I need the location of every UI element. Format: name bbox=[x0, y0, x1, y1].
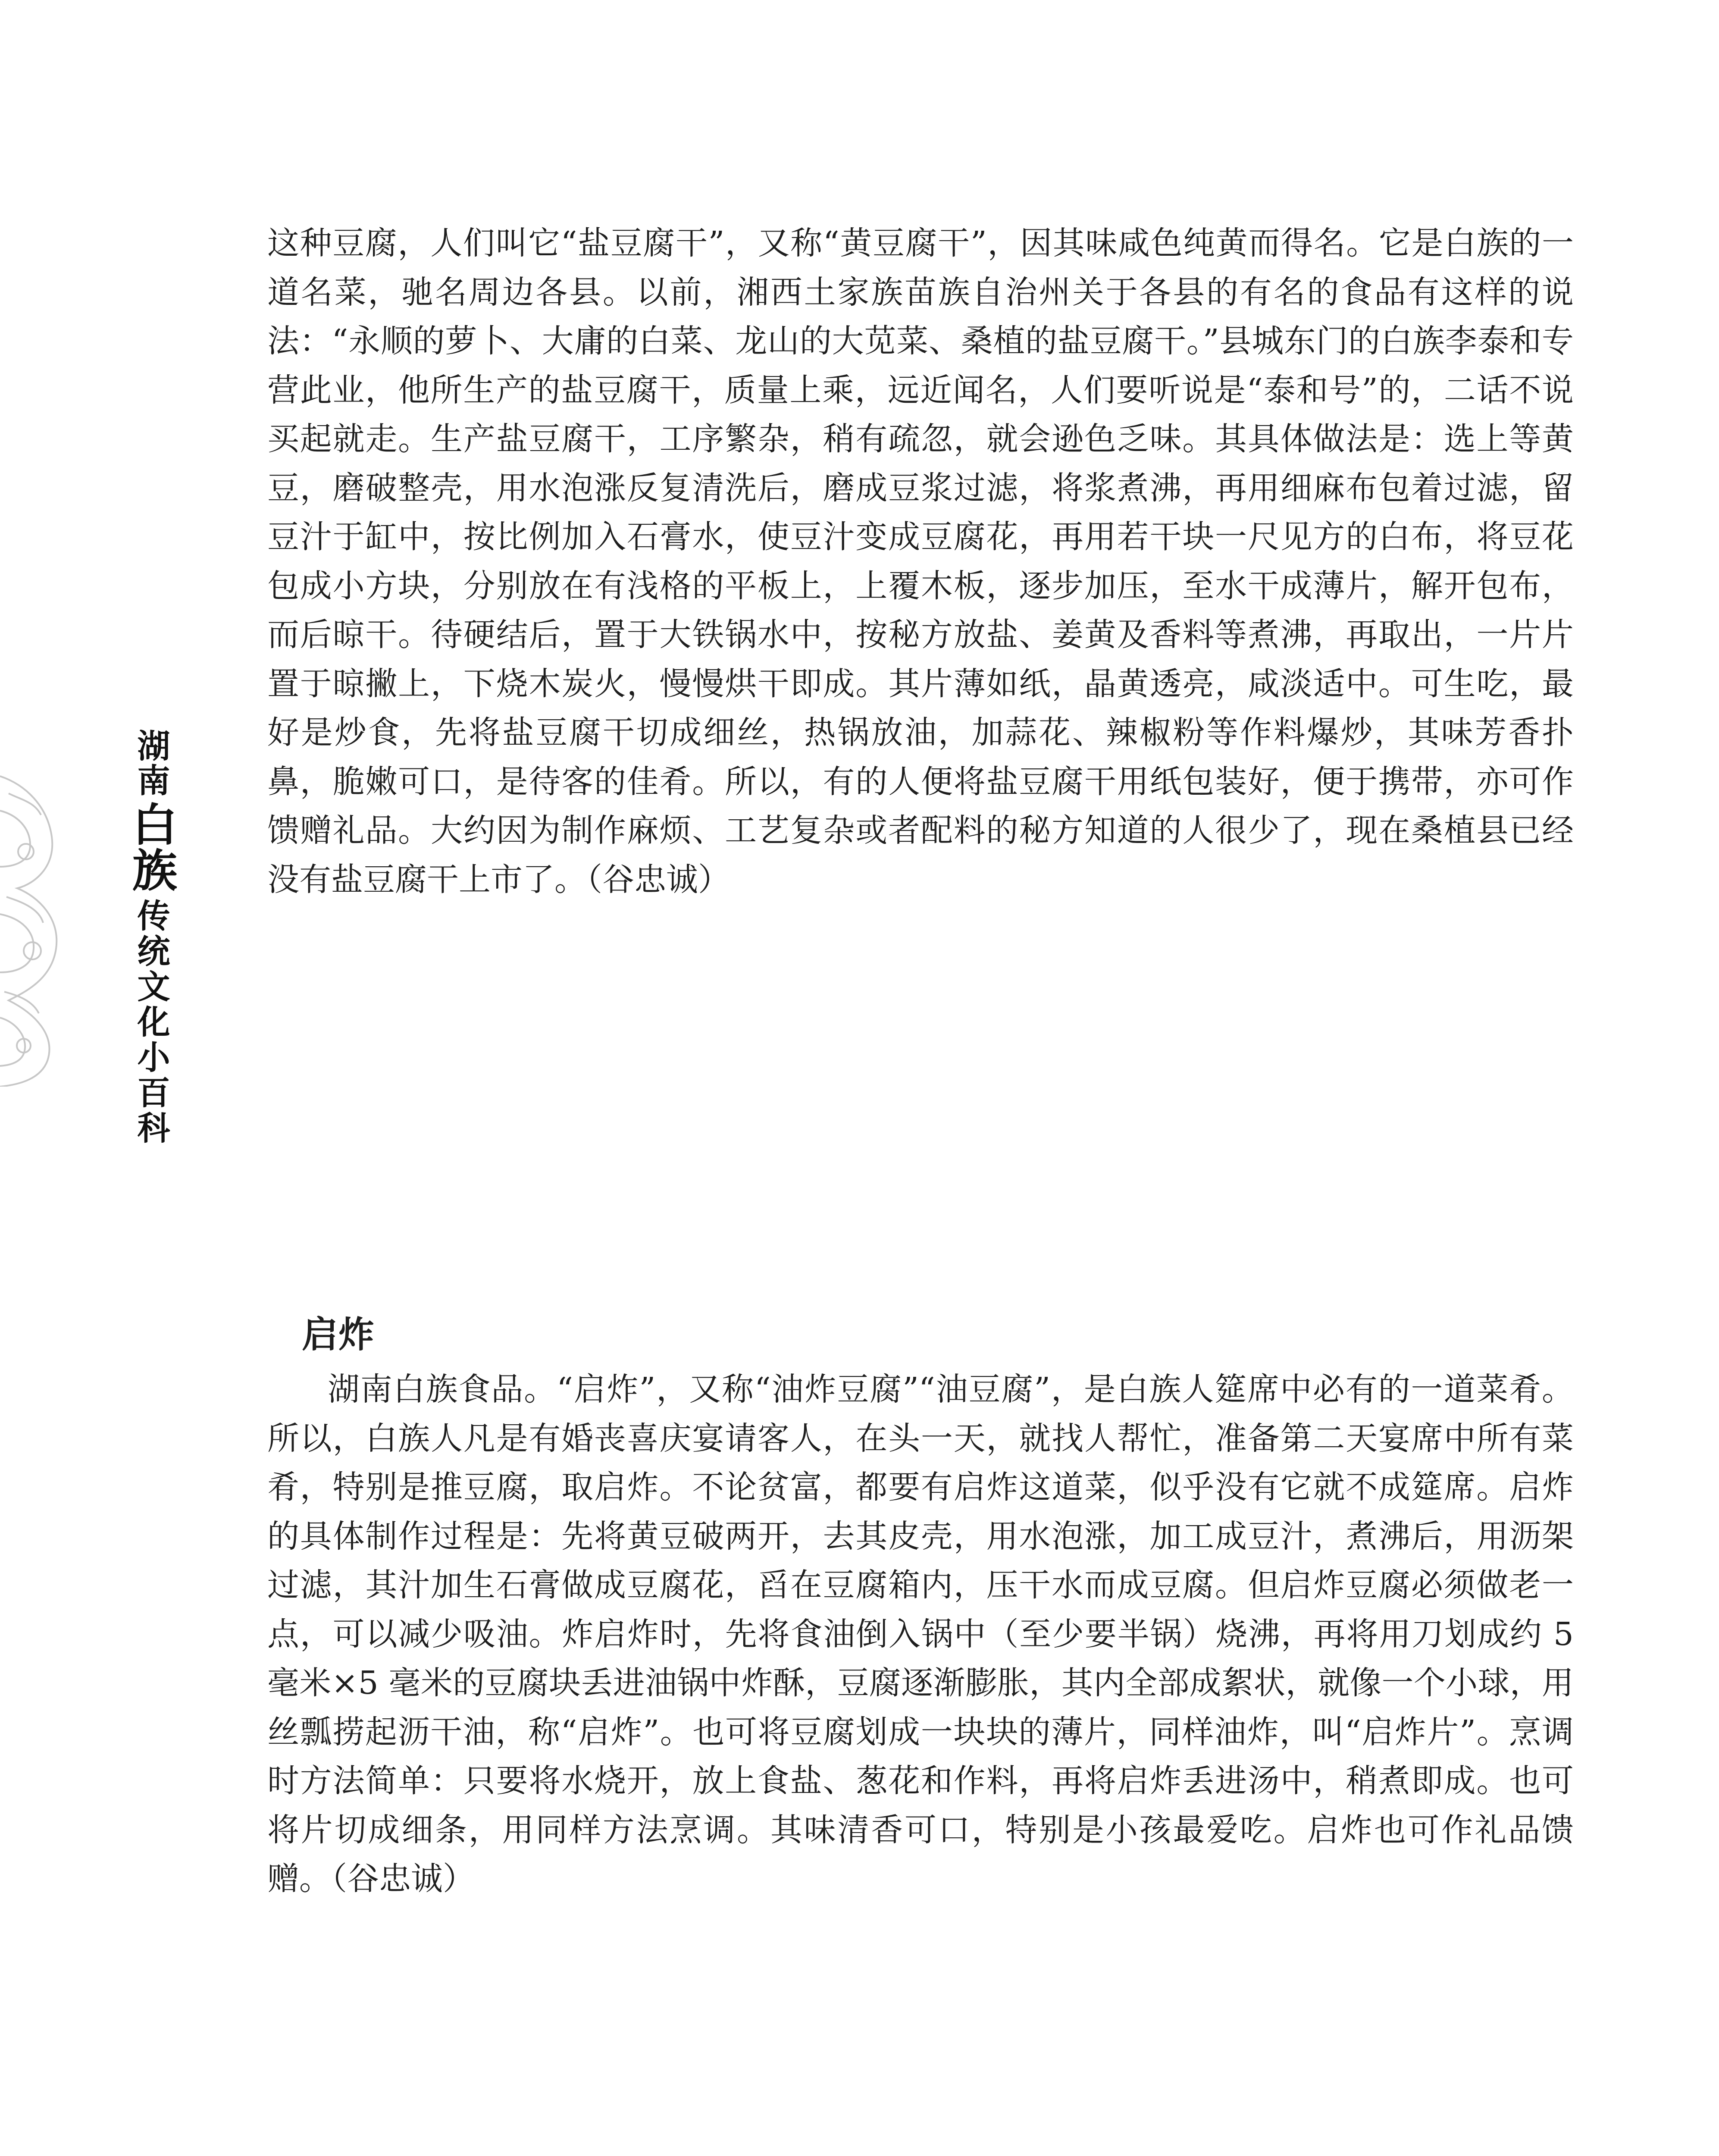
series-title-prefix: 湖南 bbox=[132, 729, 170, 798]
series-title-vertical bbox=[121, 729, 181, 1146]
series-title-suffix: 传统文化小百科 bbox=[132, 899, 170, 1146]
section-heading: 启炸 bbox=[302, 1313, 375, 1356]
article-paragraph: 湖南白族食品。“启炸”，又称“油炸豆腐”“油豆腐”，是白族人筵席中必有的一道菜肴。所以，白族人凡是有婚丧喜庆宴请客人，在头一天，就找人帮忙，准备第二天宴席中所有菜肴，特别是推豆腐，取启炸。不论贫富，都要有启炸这道菜，似乎没有它就不成筵席。启炸的具体制作过程是：先将黄豆破两开，去其皮壳，用水泡涨，加工成豆汁，煮沸后，用沥架过滤，其汁加生石膏做成豆腐花，舀在豆腐箱内，压干水而成豆腐。但启炸豆腐必须做老一点，可以减少吸油。炸启炸时，先将食油倒入锅中（至少要半锅）烧沸，再将用刀划成约 5 毫米×5 毫米的豆腐块丢进油锅中炸酥，豆腐逐渐膨胀，其内全部成絮状，就像一个小球，用丝瓢捞起沥干油，称“启炸”。也可将豆腐划成一块块的薄片，同样油炸，叫“启炸片”。烹调时方法简单：只要将水烧开，放上食盐、葱花和作料，再将启炸丢进汤中，稍煮即成。也可将片切成细条，用同样方法烹调。其味清香可口，特别是小孩最爱吃。启炸也可作礼品馈赠。（谷忠诚） bbox=[267, 1371, 1574, 1897]
floral-ornament-icon bbox=[0, 759, 69, 1087]
article-continued-paragraph: 这种豆腐，人们叫它“盐豆腐干”，又称“黄豆腐干”，因其味咸色纯黄而得名。它是白族的一道名菜，驰名周边各县。以前，湘西土家族苗族自治州关于各县的有名的食品有这样的说法：“永顺的萝卜、大庸的白菜、龙山的大苋菜、桑植的盐豆腐干。”县城东门的白族李泰和专营此业，他所生产的盐豆腐干，质量上乘，远近闻名，人们要听说是“泰和号”的，二话不说买起就走。生产盐豆腐干，工序繁杂，稍有疏忽，就会逊色乏味。其具体做法是：选上等黄豆，磨破整壳，用水泡涨反复清洗后，磨成豆浆过滤，将浆煮沸，再用细麻布包着过滤，留豆汁于缸中，按比例加入石膏水，使豆汁变成豆腐花，再用若干块一尺见方的白布，将豆花包成小方块，分别放在有浅格的平板上，上覆木板，逐步加压，至水干成薄片，解开包布，而后晾干。待硬结后，置于大铁锅水中，按秘方放盐、姜黄及香料等煮沸，再取出，一片片置于晾撇上，下烧木炭火，慢慢烘干即成。其片薄如纸，晶黄透亮，咸淡适中。可生吃，最好是炒食，先将盐豆腐干切成细丝，热锅放油，加蒜花、辣椒粉等作料爆炒，其味芳香扑鼻，脆嫩可口，是待客的佳肴。所以，有的人便将盐豆腐干用纸包装好，便于携带，亦可作馈赠礼品。大约因为制作麻烦、工艺复杂或者配料的秘方知道的人很少了，现在桑植县已经没有盐豆腐干上市了。（谷忠诚） bbox=[267, 225, 1574, 898]
series-title-emphasis: 白族 bbox=[125, 801, 178, 893]
